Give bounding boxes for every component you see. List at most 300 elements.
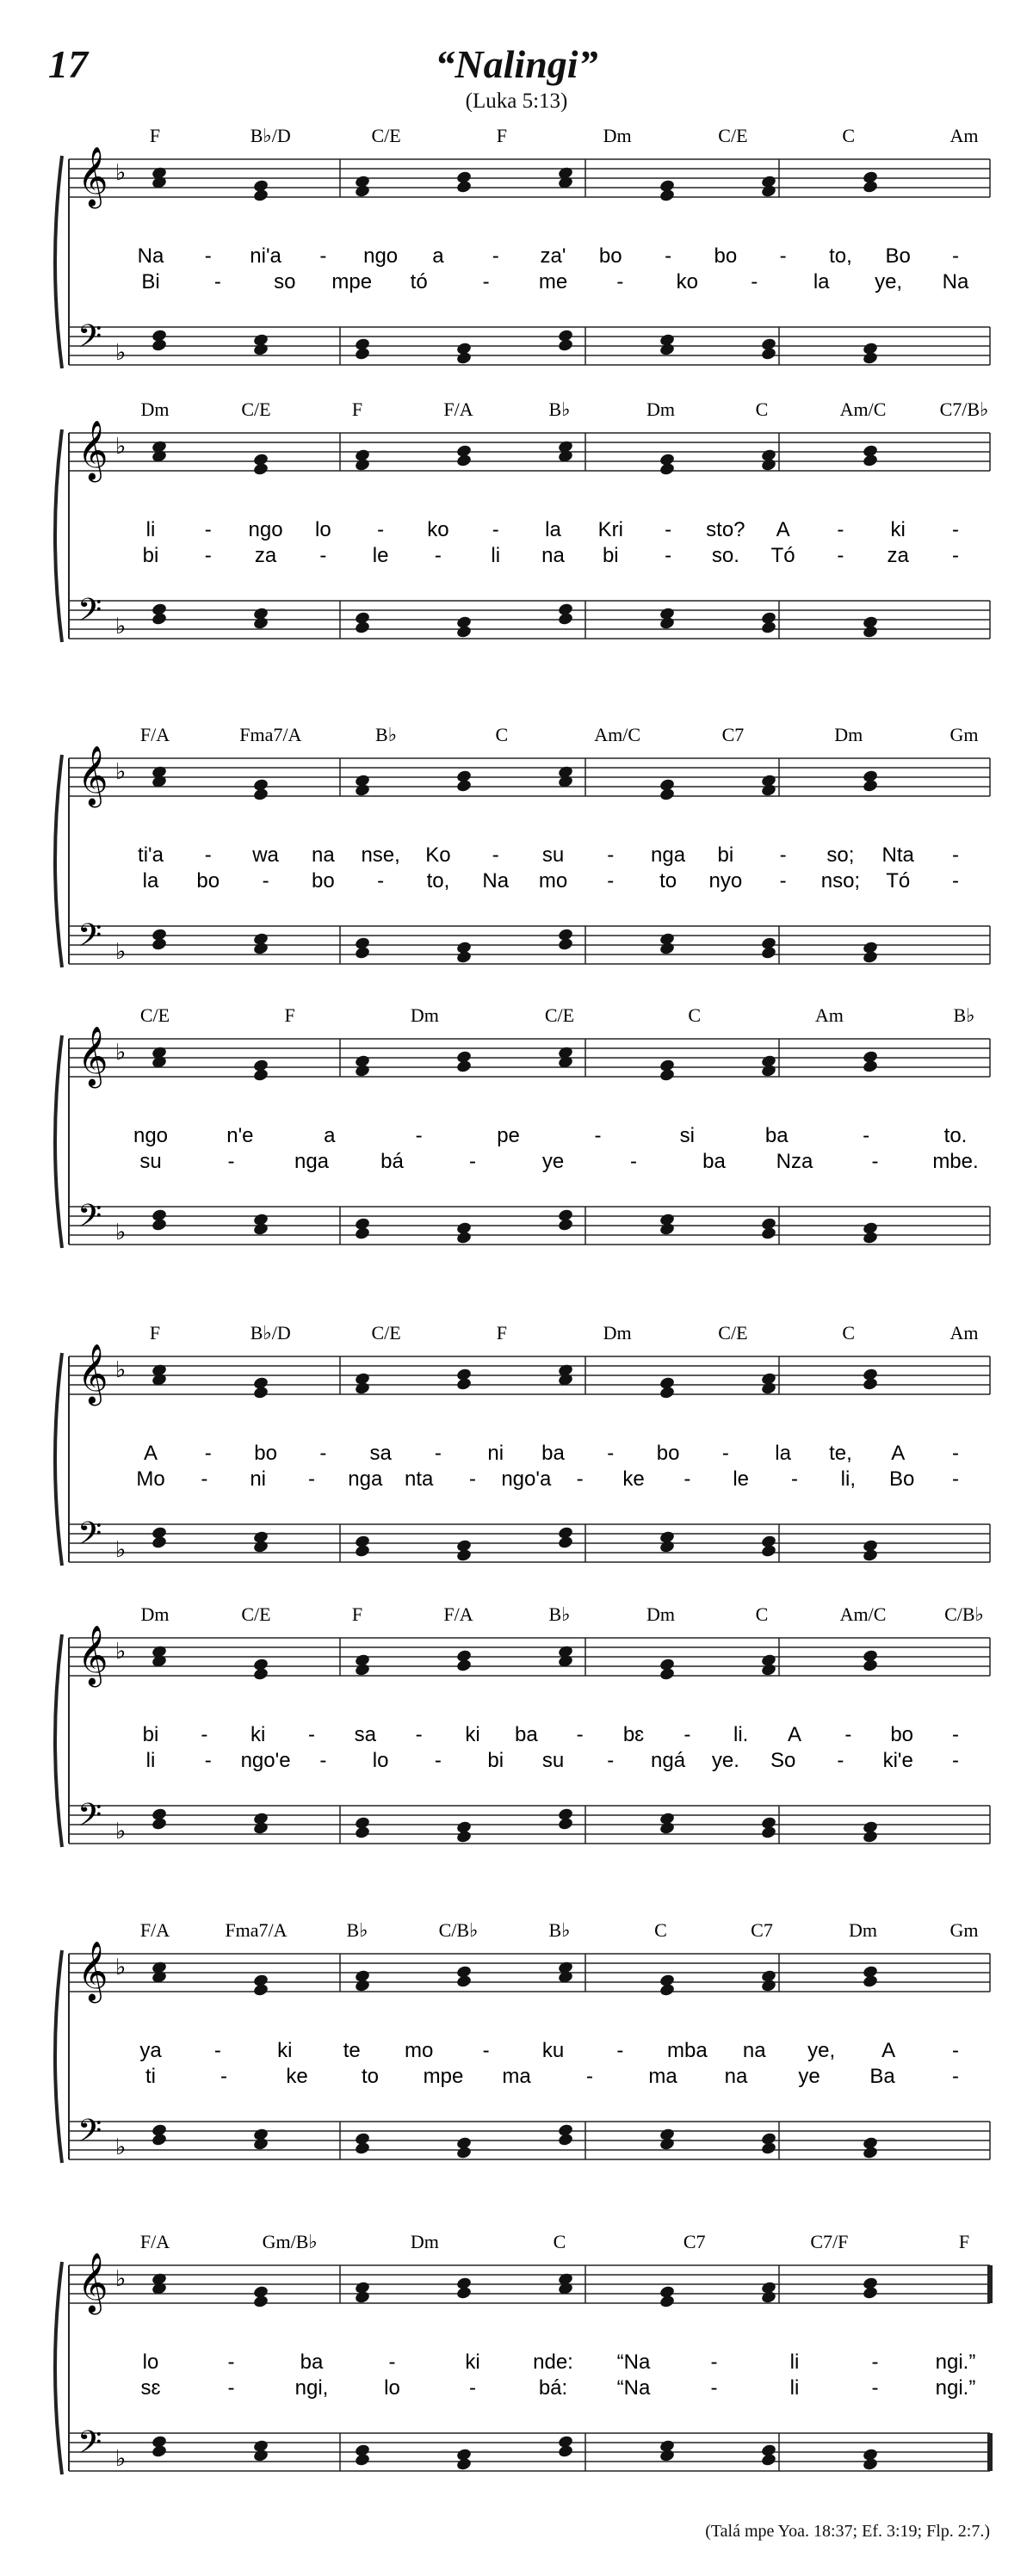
chord-symbol: F xyxy=(149,1322,161,1344)
notehead xyxy=(455,2457,472,2472)
notehead xyxy=(252,1540,269,1554)
lyric-syllable: - xyxy=(665,544,672,567)
notehead xyxy=(659,1821,675,1836)
notehead xyxy=(659,1667,675,1682)
notehead xyxy=(659,2449,675,2463)
treble-clef-icon: 𝄞 xyxy=(77,1625,108,1685)
lyric-syllable: - xyxy=(204,1442,212,1465)
chord-symbol: Gm xyxy=(949,1919,979,1941)
treble-clef-icon: 𝄞 xyxy=(77,1026,108,1086)
notehead xyxy=(760,347,776,361)
lyric-syllable: mba xyxy=(666,2039,708,2062)
notehead xyxy=(760,1825,776,1840)
lyric-syllable: Mo xyxy=(136,1467,165,1491)
lyric-syllable: - xyxy=(482,2039,490,2062)
lyric-syllable: bá xyxy=(380,1150,404,1173)
lyric-syllable: - xyxy=(684,1723,691,1746)
lyric-syllable: - xyxy=(576,1467,584,1491)
lyric-syllable: pe xyxy=(497,1124,520,1147)
chord-symbol: C7 xyxy=(683,2231,706,2252)
lyric-syllable: - xyxy=(227,1150,235,1173)
notehead xyxy=(252,1983,269,1998)
lyric-syllable: - xyxy=(952,518,959,541)
lyric-syllable: - xyxy=(710,2376,718,2400)
notehead xyxy=(252,1821,269,1836)
notehead xyxy=(252,788,269,802)
notehead xyxy=(862,1377,878,1392)
notehead xyxy=(557,2444,573,2459)
lyric-syllable: - xyxy=(576,1723,584,1746)
chord-symbol: C/E xyxy=(371,1322,401,1344)
lyric-syllable: - xyxy=(388,2351,396,2374)
notehead xyxy=(151,612,167,627)
lyric-syllable: n'e xyxy=(226,1124,254,1147)
notehead xyxy=(557,338,573,353)
chord-symbol: F xyxy=(496,1322,507,1344)
lyric-syllable: - xyxy=(377,518,385,541)
notehead xyxy=(862,2146,878,2160)
lyric-syllable: mpe xyxy=(331,270,373,293)
notehead xyxy=(455,1830,472,1844)
flat-key-icon: ♭ xyxy=(115,2134,127,2160)
lyric-syllable: sa xyxy=(369,1442,392,1465)
lyric-syllable: li, xyxy=(840,1467,857,1491)
chord-symbol: C7/B♭ xyxy=(939,398,989,420)
brace-icon xyxy=(55,755,62,967)
lyric-syllable: - xyxy=(607,843,615,867)
notehead xyxy=(760,946,776,961)
bass-clef-icon: 𝄢 xyxy=(77,1198,102,1242)
chord-symbol: C xyxy=(842,125,856,146)
chord-symbol: B♭ xyxy=(548,398,571,420)
lyric-syllable: A xyxy=(891,1442,906,1465)
notehead xyxy=(252,616,269,631)
lyric-syllable: A xyxy=(143,1442,158,1465)
lyric-syllable: li. xyxy=(733,1723,749,1746)
flat-key-icon: ♭ xyxy=(115,434,127,460)
lyric-syllable: - xyxy=(791,1467,798,1491)
notehead xyxy=(455,950,472,965)
flat-key-icon: ♭ xyxy=(115,614,127,639)
lyric-syllable: - xyxy=(952,2039,959,2062)
lyric-syllable: nga xyxy=(294,1150,330,1173)
notehead xyxy=(659,788,675,802)
notehead xyxy=(760,2290,776,2305)
chord-symbol: Fma7/A xyxy=(239,724,302,745)
lyric-syllable: - xyxy=(227,2351,235,2374)
lyric-syllable: te, xyxy=(829,1442,852,1465)
notehead xyxy=(557,937,573,952)
system-8 xyxy=(55,2231,990,2474)
system-7 xyxy=(55,1919,990,2163)
chord-symbol: C/E xyxy=(139,1004,170,1026)
lyric-syllable: - xyxy=(863,1124,870,1147)
lyric-syllable: Bo xyxy=(885,244,911,268)
notehead xyxy=(862,1974,878,1989)
system-2 xyxy=(55,398,990,642)
lyric-syllable: - xyxy=(844,1723,852,1746)
flat-key-icon: ♭ xyxy=(115,939,127,965)
lyric-syllable: ba xyxy=(541,1442,565,1465)
notehead xyxy=(151,1535,167,1550)
chord-symbol: F xyxy=(351,1603,363,1625)
notehead xyxy=(557,612,573,627)
lyric-syllable: - xyxy=(201,1723,208,1746)
bass-clef-icon: 𝄢 xyxy=(77,2113,102,2157)
chord-symbol: C7/F xyxy=(810,2231,849,2252)
lyric-syllable: ngo xyxy=(133,1124,169,1147)
lyric-syllable: - xyxy=(319,544,327,567)
lyric-syllable: ki xyxy=(465,1723,480,1746)
lyric-syllable: - xyxy=(469,1467,476,1491)
notehead xyxy=(760,1226,776,1241)
hymn-number: 17 xyxy=(48,42,88,86)
notehead xyxy=(455,180,472,195)
notehead xyxy=(455,351,472,366)
notehead xyxy=(659,616,675,631)
lyric-syllable: - xyxy=(871,2376,879,2400)
lyric-syllable: ki xyxy=(250,1723,266,1746)
lyric-syllable: ngi, xyxy=(294,2376,329,2400)
notehead xyxy=(455,625,472,639)
notehead xyxy=(760,2141,776,2156)
treble-clef-icon: 𝄞 xyxy=(77,146,108,207)
notehead xyxy=(151,2444,167,2459)
flat-key-icon: ♭ xyxy=(115,1819,127,1844)
lyric-syllable: mo xyxy=(404,2039,434,2062)
lyric-syllable: “Na xyxy=(616,2351,651,2374)
notehead xyxy=(557,1218,573,1232)
lyric-syllable: sto? xyxy=(706,518,745,541)
chord-symbol: Dm xyxy=(849,1919,877,1941)
chord-symbol: B♭ xyxy=(953,1004,975,1026)
lyric-syllable: - xyxy=(779,869,787,893)
lyric-syllable: to, xyxy=(426,869,450,893)
lyric-syllable: - xyxy=(665,518,672,541)
chord-symbol: F/A xyxy=(139,2231,170,2252)
notehead xyxy=(659,2295,675,2309)
chord-symbol: C/E xyxy=(241,1603,271,1625)
lyric-syllable: nse, xyxy=(361,843,400,867)
flat-key-icon: ♭ xyxy=(115,1220,127,1245)
brace-icon xyxy=(55,1634,62,1847)
notehead xyxy=(760,2453,776,2468)
chord-symbol: C xyxy=(842,1322,856,1344)
lyric-syllable: - xyxy=(227,2376,235,2400)
notehead xyxy=(862,779,878,794)
lyric-syllable: ye, xyxy=(807,2039,836,2062)
lyric-syllable: so xyxy=(274,270,296,293)
notehead xyxy=(252,1386,269,1400)
notehead xyxy=(862,2457,878,2472)
lyric-syllable: - xyxy=(204,244,212,268)
lyric-syllable: to. xyxy=(943,1124,968,1147)
lyric-syllable: so. xyxy=(711,544,739,567)
notehead xyxy=(354,1226,370,1241)
notehead xyxy=(354,2453,370,2468)
lyric-syllable: ki xyxy=(465,2351,480,2374)
lyric-syllable: - xyxy=(751,270,758,293)
flat-key-icon: ♭ xyxy=(115,2266,127,2292)
notehead xyxy=(659,343,675,357)
notehead xyxy=(252,343,269,357)
lyric-syllable: sɛ xyxy=(140,2376,161,2400)
flat-key-icon: ♭ xyxy=(115,1357,127,1383)
lyric-syllable: - xyxy=(482,270,490,293)
notehead xyxy=(455,1059,472,1074)
lyric-syllable: - xyxy=(492,244,499,268)
notehead xyxy=(354,2141,370,2156)
system-6 xyxy=(55,1603,990,1847)
notehead xyxy=(760,458,776,473)
lyric-syllable: me xyxy=(538,270,568,293)
lyric-syllable: na xyxy=(724,2065,748,2088)
lyric-syllable: - xyxy=(684,1467,691,1491)
lyric-syllable: ma xyxy=(648,2065,677,2088)
chord-symbol: C/B♭ xyxy=(438,1919,479,1941)
notehead xyxy=(455,454,472,468)
chord-symbol: C xyxy=(755,1603,769,1625)
lyric-syllable: su xyxy=(541,843,565,867)
lyric-syllable: ni xyxy=(250,1467,267,1491)
lyric-syllable: - xyxy=(377,869,385,893)
chord-symbol: C xyxy=(688,1004,702,1026)
system-4 xyxy=(55,1004,990,1248)
lyric-syllable: mo xyxy=(538,869,568,893)
brace-icon xyxy=(55,156,62,368)
notehead xyxy=(252,1222,269,1237)
lyric-syllable: - xyxy=(319,1749,327,1772)
notehead xyxy=(252,2449,269,2463)
chord-symbol: C xyxy=(553,2231,566,2252)
notehead xyxy=(862,1659,878,1673)
lyric-syllable: ni xyxy=(487,1442,504,1465)
lyric-syllable: nga xyxy=(348,1467,383,1491)
lyric-syllable: bo xyxy=(196,869,220,893)
lyric-syllable: mbe. xyxy=(932,1150,979,1173)
chord-symbol: Dm xyxy=(410,1004,439,1026)
chord-symbol: F xyxy=(284,1004,295,1026)
chord-symbol: Am/C xyxy=(839,1603,887,1625)
lyric-syllable: ke xyxy=(286,2065,308,2088)
lyric-syllable: a xyxy=(324,1124,336,1147)
notehead xyxy=(862,2286,878,2301)
lyric-syllable: ba xyxy=(764,1124,789,1147)
notehead xyxy=(659,1222,675,1237)
lyric-syllable: nso; xyxy=(820,869,861,893)
chord-symbol: Dm xyxy=(603,1322,632,1344)
lyric-syllable: lo xyxy=(142,2351,159,2374)
lyric-syllable: ma xyxy=(502,2065,531,2088)
chord-symbol: F/A xyxy=(443,398,473,420)
notehead xyxy=(354,621,370,635)
notehead xyxy=(252,942,269,956)
lyric-syllable: ti xyxy=(145,2065,156,2088)
notehead xyxy=(659,462,675,477)
chord-symbol: Dm xyxy=(834,724,863,745)
notehead xyxy=(455,1974,472,1989)
chord-symbol: Am xyxy=(814,1004,844,1026)
brace-icon xyxy=(55,1035,62,1248)
chord-symbol: F xyxy=(958,2231,970,2252)
chord-symbol: Gm/B♭ xyxy=(262,2231,318,2252)
chord-symbol: Dm xyxy=(603,125,632,146)
notehead xyxy=(862,1548,878,1563)
lyric-syllable: bo xyxy=(656,1442,680,1465)
lyric-syllable: la xyxy=(142,869,159,893)
lyric-syllable: - xyxy=(492,843,499,867)
lyric-syllable: ntа xyxy=(404,1467,434,1491)
notehead xyxy=(862,351,878,366)
lyric-syllable: ngo xyxy=(248,518,283,541)
lyric-syllable: la xyxy=(775,1442,791,1465)
lyric-syllable: - xyxy=(204,843,212,867)
lyric-syllable: - xyxy=(204,544,212,567)
lyric-syllable: Tó xyxy=(770,544,795,567)
lyric-syllable: wa xyxy=(252,843,279,867)
treble-clef-icon: 𝄞 xyxy=(77,420,108,480)
chord-symbol: C/E xyxy=(544,1004,575,1026)
bass-clef-icon: 𝄢 xyxy=(77,2425,102,2468)
notehead xyxy=(557,2133,573,2147)
lyric-syllable: bi xyxy=(142,1723,159,1746)
lyric-syllable: ye xyxy=(541,1150,565,1173)
notehead xyxy=(151,937,167,952)
flat-key-icon: ♭ xyxy=(115,2446,127,2472)
notehead xyxy=(354,1979,370,1993)
lyric-syllable: li xyxy=(145,518,156,541)
lyric-syllable: su xyxy=(139,1150,162,1173)
lyric-syllable: bo xyxy=(312,869,335,893)
lyric-syllable: to xyxy=(361,2065,380,2088)
notehead xyxy=(354,783,370,798)
notehead xyxy=(455,2146,472,2160)
lyric-syllable: bɛ xyxy=(622,1723,645,1746)
lyric-syllable: Na xyxy=(482,869,510,893)
lyric-syllable: - xyxy=(952,1723,959,1746)
notehead xyxy=(862,950,878,965)
lyric-syllable: - xyxy=(469,2376,476,2400)
lyric-syllable: lo xyxy=(384,2376,400,2400)
chord-symbol: C/B♭ xyxy=(944,1603,984,1625)
lyric-syllable: - xyxy=(319,244,327,268)
notehead xyxy=(455,1377,472,1392)
lyric-syllable: ye. xyxy=(711,1749,739,1772)
lyric-syllable: Ba xyxy=(869,2065,895,2088)
notehead xyxy=(760,1663,776,1677)
treble-clef-icon: 𝄞 xyxy=(77,1941,108,2001)
lyric-syllable: to, xyxy=(829,244,852,268)
chord-symbol: Fma7/A xyxy=(225,1919,288,1941)
lyric-syllable: bo xyxy=(598,244,622,268)
lyric-syllable: So xyxy=(770,1749,796,1772)
lyric-syllable: ngá xyxy=(651,1749,686,1772)
notehead xyxy=(862,454,878,468)
chord-symbol: C7 xyxy=(751,1919,773,1941)
lyric-syllable: ye xyxy=(798,2065,820,2088)
lyric-syllable: nga xyxy=(651,843,686,867)
lyric-syllable: le xyxy=(372,544,389,567)
lyric-syllable: ki'e xyxy=(882,1749,913,1772)
lyric-syllable: - xyxy=(952,869,959,893)
lyric-syllable: - xyxy=(871,2351,879,2374)
bass-clef-icon: 𝄢 xyxy=(77,318,102,362)
lyric-syllable: bi xyxy=(602,544,619,567)
chord-symbol: Am xyxy=(949,1322,979,1344)
notehead xyxy=(760,184,776,199)
notehead xyxy=(455,1231,472,1245)
chord-symbol: Dm xyxy=(410,2231,439,2252)
treble-clef-icon: 𝄞 xyxy=(77,1344,108,1404)
lyric-syllable: bá: xyxy=(538,2376,568,2400)
lyric-syllable: li xyxy=(491,544,501,567)
lyric-syllable: - xyxy=(710,2351,718,2374)
notehead xyxy=(252,2137,269,2152)
lyric-syllable: - xyxy=(213,2039,221,2062)
lyric-syllable: za xyxy=(887,544,909,567)
lyric-syllable: a xyxy=(432,244,444,268)
lyric-syllable: - xyxy=(952,244,959,268)
chord-symbol: C xyxy=(495,724,509,745)
scripture-reference: (Luka 5:13) xyxy=(465,90,568,113)
lyric-syllable: - xyxy=(616,270,624,293)
bass-clef-icon: 𝄢 xyxy=(77,917,102,961)
lyric-syllable: - xyxy=(220,2065,227,2088)
lyric-syllable: Tó xyxy=(886,869,911,893)
lyric-syllable: - xyxy=(952,2065,959,2088)
brace-icon xyxy=(55,2262,62,2474)
notehead xyxy=(659,188,675,203)
chord-symbol: B♭ xyxy=(548,1919,571,1941)
lyric-syllable: - xyxy=(434,1442,442,1465)
notehead xyxy=(151,1218,167,1232)
notehead xyxy=(659,1983,675,1998)
lyric-syllable: - xyxy=(779,843,787,867)
lyric-syllable: ko xyxy=(427,518,449,541)
lyric-syllable: Na xyxy=(942,270,969,293)
lyric-syllable: - xyxy=(952,843,959,867)
lyric-syllable: Ko xyxy=(425,843,451,867)
chord-symbol: B♭/D xyxy=(250,1322,291,1344)
lyric-syllable: - xyxy=(213,270,221,293)
notehead xyxy=(455,1659,472,1673)
lyric-syllable: - xyxy=(630,1150,637,1173)
lyric-syllable: ku xyxy=(541,2039,565,2062)
lyric-syllable: - xyxy=(434,1749,442,1772)
lyric-syllable: A xyxy=(776,518,790,541)
lyric-syllable: - xyxy=(837,1749,844,1772)
lyric-syllable: ye, xyxy=(875,270,903,293)
chord-symbol: Gm xyxy=(949,724,979,745)
flat-key-icon: ♭ xyxy=(115,759,127,785)
notehead xyxy=(252,188,269,203)
lyric-syllable: A xyxy=(881,2039,896,2062)
flat-key-icon: ♭ xyxy=(115,1639,127,1665)
chord-symbol: Dm xyxy=(140,398,170,420)
lyric-syllable: sa xyxy=(354,1723,377,1746)
lyric-syllable: lo xyxy=(372,1749,389,1772)
chord-symbol: Dm xyxy=(646,398,675,420)
lyric-syllable: ya xyxy=(139,2039,162,2062)
lyric-syllable: ngo'e xyxy=(240,1749,291,1772)
lyric-syllable: ni'a xyxy=(250,244,281,268)
lyric-syllable: na xyxy=(541,544,565,567)
lyric-syllable: - xyxy=(415,1723,423,1746)
notehead xyxy=(354,946,370,961)
lyric-syllable: na xyxy=(742,2039,766,2062)
lyric-syllable: za xyxy=(254,544,277,567)
lyric-syllable: Nta xyxy=(881,843,914,867)
